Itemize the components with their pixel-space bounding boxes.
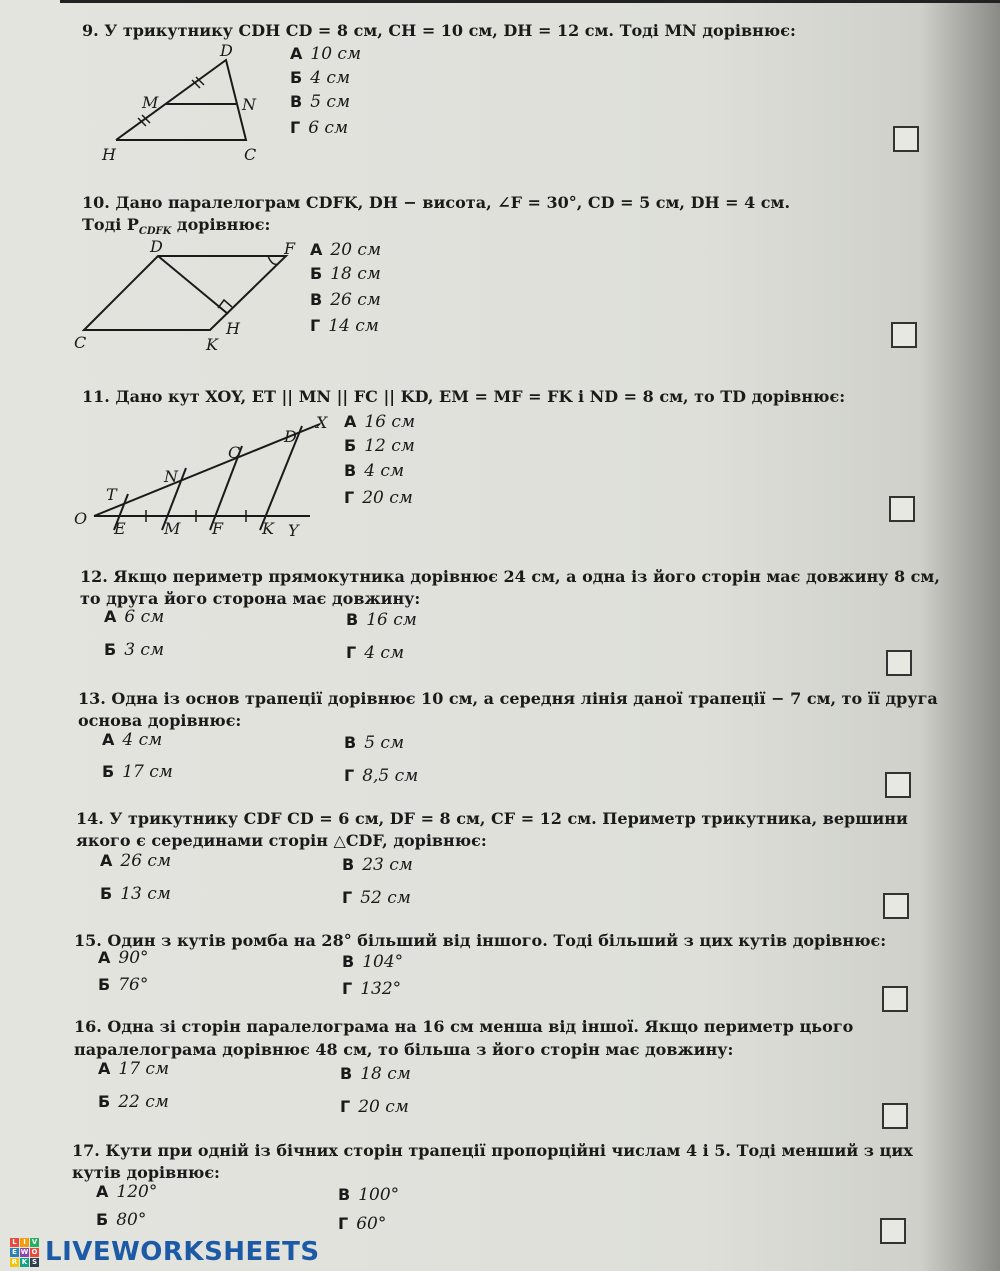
q9-option-d[interactable]: Г 6 см	[290, 118, 349, 138]
triangle-dch	[116, 60, 246, 140]
q14-option-v[interactable]: В 23 см	[342, 855, 413, 875]
question-9-figure	[100, 40, 280, 170]
label-d: D	[150, 237, 163, 256]
question-10-text-line2: Тоді $P_{CDFK}$ дорівнює:	[82, 215, 271, 238]
q16-option-g[interactable]: Г 20 см	[340, 1097, 409, 1117]
question-10-text: 10. Дано паралелограм CDFK, DH − висота, ∠F = 30°, CD = 5 см, DH = 4 см.	[82, 193, 791, 212]
q14-option-g[interactable]: Г 52 см	[342, 888, 411, 908]
q17-answer-box[interactable]	[880, 1218, 906, 1244]
q12-option-g[interactable]: Г 4 см	[346, 643, 405, 663]
question-14-text: 14. У трикутнику CDF CD = 6 см, DF = 8 см, CF = 12 см. Периметр трикутника, вершини	[76, 809, 908, 828]
q16-option-a[interactable]: А 17 см	[98, 1059, 170, 1079]
label-f: F	[212, 519, 224, 538]
q11-answer-box[interactable]	[889, 496, 915, 522]
q12-option-v[interactable]: В 16 см	[346, 610, 417, 630]
q13-option-g[interactable]: Г 8,5 см	[344, 766, 419, 786]
label-m: M	[142, 93, 159, 112]
label-m: M	[164, 519, 181, 538]
height-dh	[158, 256, 228, 314]
q13-option-a[interactable]: А 4 см	[102, 730, 163, 750]
question-17-text: 17. Кути при одній із бічних сторін трапеції пропорційні числам 4 і 5. Тоді менший з цих	[72, 1141, 913, 1160]
q13-option-b[interactable]: Б 17 см	[102, 762, 173, 782]
q16-option-v[interactable]: В 18 см	[340, 1064, 411, 1084]
q9-option-b[interactable]: Б 4 см	[290, 68, 351, 88]
question-12-text-line2: то друга його сторона має довжину:	[80, 589, 421, 608]
label-h: H	[226, 319, 240, 338]
label-f: F	[284, 239, 296, 258]
q15-option-b[interactable]: Б 76°	[98, 975, 149, 995]
label-d: D	[284, 427, 297, 446]
label-n: N	[242, 95, 256, 114]
q11-option-c[interactable]: В 4 см	[344, 461, 405, 481]
q9-option-a[interactable]: А 10 см	[290, 44, 362, 64]
q15-answer-box[interactable]	[882, 986, 908, 1012]
q16-answer-box[interactable]	[882, 1103, 908, 1129]
label-c: C	[74, 333, 87, 352]
q12-option-a[interactable]: А 6 см	[104, 607, 165, 627]
label-h: H	[102, 145, 116, 164]
q9-option-c[interactable]: В 5 см	[290, 92, 351, 112]
q12-answer-box[interactable]	[886, 650, 912, 676]
q9-answer-box[interactable]	[893, 126, 919, 152]
label-e: E	[114, 519, 126, 538]
q14-option-b[interactable]: Б 13 см	[100, 884, 171, 904]
question-14-text-line2: якого є серединами сторін △CDF, дорівнює:	[76, 831, 487, 850]
q14-answer-box[interactable]	[883, 893, 909, 919]
label-c: C	[228, 443, 241, 462]
question-9-text: 9. У трикутнику CDH CD = 8 см, CH = 10 см, DH = 12 см. Тоді MN дорівнює:	[82, 21, 796, 40]
label-t: T	[106, 485, 117, 504]
label-x: X	[316, 413, 328, 432]
q10-option-c[interactable]: В 26 см	[310, 290, 381, 310]
q13-answer-box[interactable]	[885, 772, 911, 798]
question-16-text-line2: паралелограма дорівнює 48 см, то більша з його сторін має довжину:	[74, 1040, 734, 1059]
q10-option-b[interactable]: Б 18 см	[310, 264, 381, 284]
q10-option-a[interactable]: А 20 см	[310, 240, 382, 260]
label-n: N	[164, 467, 178, 486]
q16-option-b[interactable]: Б 22 см	[98, 1092, 169, 1112]
question-17-text-line2: кутів дорівнює:	[72, 1163, 220, 1182]
q15-option-g[interactable]: Г 132°	[342, 979, 402, 999]
question-11-figure	[70, 410, 340, 545]
label-d: D	[220, 41, 233, 60]
q17-option-b[interactable]: Б 80°	[96, 1210, 147, 1230]
question-13-text-line2: основа дорівнює:	[78, 711, 242, 730]
question-10-figure	[70, 238, 310, 353]
q10-option-d[interactable]: Г 14 см	[310, 316, 379, 336]
q11-option-b[interactable]: Б 12 см	[344, 436, 415, 456]
q17-option-a[interactable]: А 120°	[96, 1182, 158, 1202]
q17-option-v[interactable]: В 100°	[338, 1185, 400, 1205]
question-13-text: 13. Одна із основ трапеції дорівнює 10 см, а середня лінія даної трапеції − 7 см, то її друга	[78, 689, 938, 708]
label-k: K	[262, 519, 274, 538]
label-c: C	[244, 145, 257, 164]
q10-answer-box[interactable]	[891, 322, 917, 348]
q11-option-d[interactable]: Г 20 см	[344, 488, 413, 508]
question-15-text: 15. Один з кутів ромба на 28° більший від іншого. Тоді більший з цих кутів дорівнює:	[74, 931, 887, 950]
logo-grid-icon: L I V E W O R K S	[11, 1238, 38, 1266]
question-16-text: 16. Одна зі сторін паралелограма на 16 см менша від іншої. Якщо периметр цього	[74, 1017, 854, 1036]
q15-option-v[interactable]: В 104°	[342, 952, 404, 972]
label-k: K	[206, 335, 218, 354]
q12-option-b[interactable]: Б 3 см	[104, 640, 165, 660]
label-y: Y	[288, 521, 299, 540]
q14-option-a[interactable]: А 26 см	[100, 851, 172, 871]
question-11-text: 11. Дано кут XOY, ET || MN || FC || KD, EM = MF = FK і ND = 8 см, то TD дорівнює:	[82, 387, 846, 406]
top-border-line	[60, 0, 1000, 3]
q11-option-a[interactable]: А 16 см	[344, 412, 416, 432]
q15-option-a[interactable]: А 90°	[98, 948, 149, 968]
parallelogram-cdfk	[84, 256, 286, 330]
liveworksheets-logo	[10, 1236, 320, 1268]
q13-option-v[interactable]: В 5 см	[344, 733, 405, 753]
label-o: O	[74, 509, 88, 528]
logo-text: LIVEWORKSHEETS	[45, 1237, 320, 1267]
question-12-text: 12. Якщо периметр прямокутника дорівнює 24 см, а одна із його сторін має довжину 8 см,	[80, 567, 940, 586]
q17-option-g[interactable]: Г 60°	[338, 1214, 387, 1234]
